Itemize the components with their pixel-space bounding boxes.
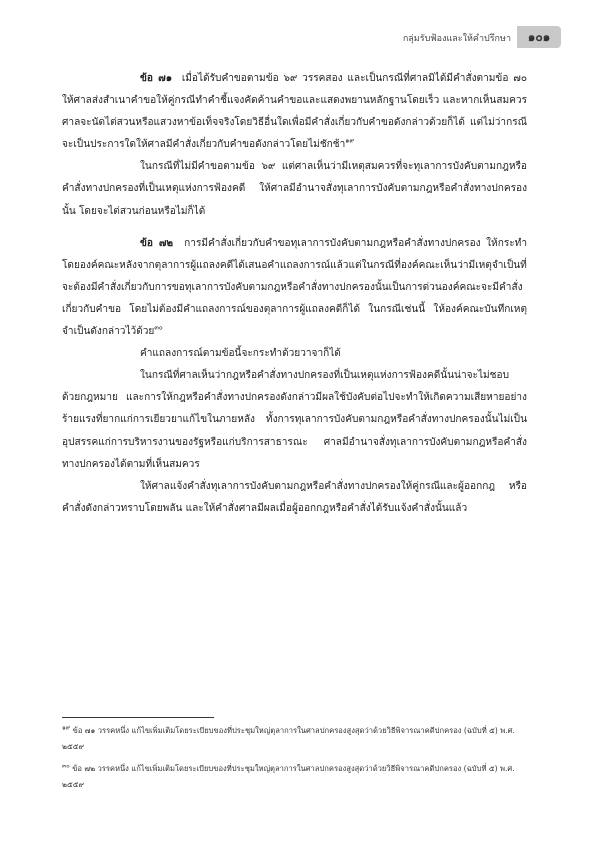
section-72-text-1: การมีคำสั่งเกี่ยวกับคำขอทุเลาการบังคับตามกฎหรือคำสั่งทางปกครอง ให้กระทำโดยองค์คณะหลังจากตุลาการผู้แถลงคดีได้เสนอคำแถลงการณ์แล้วแต่ในกรณีที่องค์คณะเห็นว่ามีเหตุจำเป็นที่จะต้องมีคำสั่งเกี่ยวกับการขอทุเลาการบังคับตามกฎหรือคำสั่งทางปกครองนั้นเป็นการด่วนองค์คณะจะมีคำสั่งเกี่ยวกับคำขอ โดยไม่ต้องมีคำแถลงการณ์ของตุลาการผู้แถลงคดีก็ได้ ในกรณีเช่นนี้ ให้องค์คณะบันทึกเหตุจำเป็นดังกล่าวไว้ด้วย xyxy=(62,237,527,338)
section-72-number: ข้อ ๗๒ xyxy=(140,237,174,249)
footnote-30 xyxy=(62,761,532,793)
page-header xyxy=(0,26,595,50)
footnote-text: ข้อ ๗๑ วรรคหนึ่ง แก้ไขเพิ่มเติมโดยระเบียบของที่ประชุมใหญ่ตุลาการในศาลปกครองสูงสุดว่าด้วยวิธีพิจารณาคดีปกครอง (ฉบับที่ ๕) พ.ศ. ๒๕๕๙ xyxy=(62,726,515,751)
footnote-ref-30: ๓๐ xyxy=(154,323,163,332)
section-71-paragraph-2: ในกรณีที่ไม่มีคำขอตามข้อ ๖๙ แต่ศาลเห็นว่ามีเหตุสมควรที่จะทุเลาการบังคับตามกฎหรือคำสั่งทางปกครองที่เป็นเหตุแห่งการฟ้องคดี ให้ศาลมีอำนาจสั่งทุเลาการบังคับตามกฎหรือคำสั่งทางปกครองนั้น โดยจะไต่สวนก่อนหรือไม่ก็ได้ xyxy=(62,161,527,217)
section-71-text-1: เมื่อได้รับคำขอตามข้อ ๖๙ วรรคสอง และเป็นกรณีที่ศาลมิได้มีคำสั่งตามข้อ ๗๐ ให้ศาลส่งสำเนาคำขอให้คู่กรณีทำคำชี้แจงคัดค้านคำขอและแสดงพยานหลักฐานโดยเร็ว และหากเห็นสมควร ศาลจะนัดไต่สวนหรือแสวงหาข้อเท็จจริงโดยวิธีอื่นใดเพื่อมีคำสั่งเกี่ยวกับคำขอดังกล่าวด้วยก็ได้ แต่ไม่ว่ากรณีจะเป็นประการใดให้ศาลมีคำสั่งเกี่ยวกับคำขอดังกล่าวโดยไม่ชักช้า xyxy=(62,73,527,151)
section-71-paragraph-1 xyxy=(62,68,527,156)
footnote-19 xyxy=(62,723,532,755)
footnote-mark: ๓๐ xyxy=(62,762,70,770)
section-72-paragraph-1 xyxy=(62,233,527,343)
footnote-separator xyxy=(62,717,214,718)
section-71-number: ข้อ ๗๑ xyxy=(140,73,173,84)
header-title: กลุ่มรับฟ้องและให้คำปรึกษา xyxy=(402,34,511,44)
footnote-ref-19: ๑๙ xyxy=(345,136,355,145)
footnote-text: ข้อ ๗๒ วรรคหนึ่ง แก้ไขเพิ่มเติมโดยระเบียบของที่ประชุมใหญ่ตุลาการในศาลปกครองสูงสุดว่าด้วยวิธีพิจารณาคดีปกครอง (ฉบับที่ ๕) พ.ศ. ๒๕๕๙ xyxy=(62,764,515,789)
section-72-paragraph-3: ในกรณีที่ศาลเห็นว่ากฎหรือคำสั่งทางปกครองที่เป็นเหตุแห่งการฟ้องคดีนั้นน่าจะไม่ชอบด้วยกฎหมาย และการให้กฎหรือคำสั่งทางปกครองดังกล่าวมีผลใช้บังคับต่อไปจะทำให้เกิดความเสียหายอย่างร้ายแรงที่ยากแก่การเยียวยาแก้ไขในภายหลัง ทั้งการทุเลาการบังคับตามกฎหรือคำสั่งทางปกครองนั้นไม่เป็นอุปสรรคแก่การบริหารงานของรัฐหรือแก่บริการสาธารณะ ศาลมีอำนาจสั่งทุเลาการบังคับตามกฎหรือคำสั่งทางปกครองได้ตามที่เห็นสมควร xyxy=(62,370,527,470)
footnotes xyxy=(62,723,532,799)
page-number-badge: ๑๐๑ xyxy=(517,26,561,48)
section-72-paragraph-4: ให้ศาลแจ้งคำสั่งทุเลาการบังคับตามกฎหรือคำสั่งทางปกครองให้คู่กรณีและผู้ออกกฎ หรือคำสั่งดังกล่าวทราบโดยพลัน และให้คำสั่งศาลมีผลเมื่อผู้ออกกฎหรือคำสั่งได้รับแจ้งคำสั่งนั้นแล้ว xyxy=(62,480,527,514)
section-72-paragraph-2: คำแถลงการณ์ตามข้อนี้จะกระทำด้วยวาจาก็ได้ xyxy=(140,348,341,360)
document-body xyxy=(62,68,527,520)
footnote-mark: ๑๙ xyxy=(62,724,71,732)
